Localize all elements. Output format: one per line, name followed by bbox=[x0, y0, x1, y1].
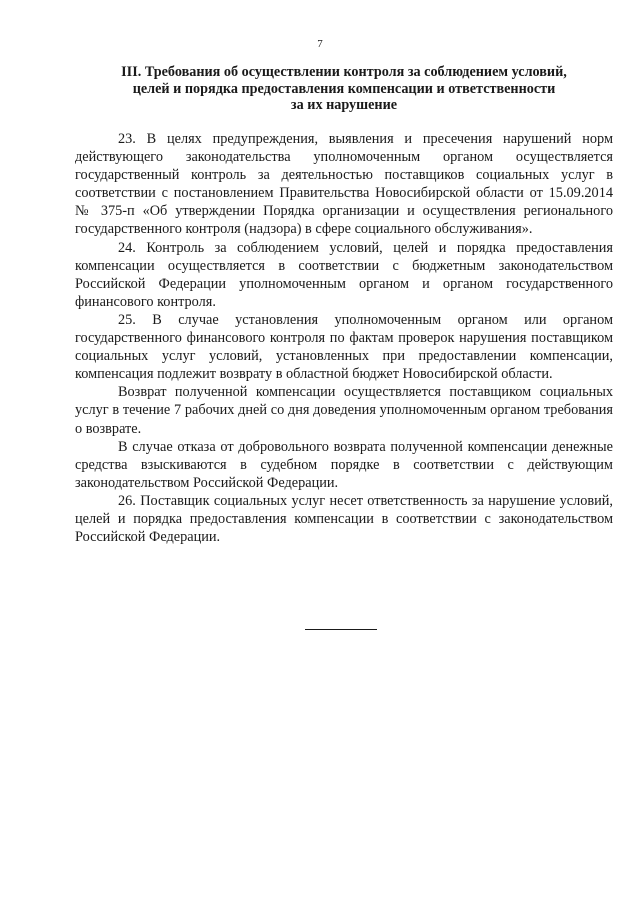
paragraph-refund-term: Возврат полученной компенсации осуществляется поставщиком социальных услуг в течение 7 рабочих дней со дня доведения уполномоченным органом требования о возврате. bbox=[75, 384, 613, 437]
paragraph-refund-refusal: В случае отказа от добровольного возврата полученной компенсации денежные средства взыскиваются в судебном порядке в соответствии с действующим законодательством Российской Федерации. bbox=[75, 438, 613, 491]
section-heading bbox=[75, 64, 613, 114]
paragraph-25: 25. В случае установления уполномоченным органом или органом государственного финансового контроля по фактам проверок нарушения поставщиком социальных услуг условий, установленных при предоставлении компенсации, компенсация подлежит возврату в областной бюджет Новосибирской области. bbox=[75, 311, 613, 383]
section-heading-line: целей и порядка предоставления компенсации и ответственности bbox=[132, 80, 556, 97]
section-heading-line: за их нарушение bbox=[290, 97, 398, 113]
end-divider bbox=[305, 629, 377, 630]
paragraph-26: 26. Поставщик социальных услуг несет ответственность за нарушение условий, целей и порядка предоставления компенсации в соответствии с законодательством Российской Федерации. bbox=[75, 492, 613, 546]
section-body bbox=[75, 130, 613, 546]
paragraph-24: 24. Контроль за соблюдением условий, целей и порядка предоставления компенсации осуществляется в соответствии с бюджетным законодательством Российской Федерации уполномоченным органом и органом государственного финансового контроля. bbox=[75, 239, 613, 310]
page-number: 7 bbox=[317, 38, 323, 50]
section-heading-line: III. Требования об осуществлении контроля за соблюдением условий, bbox=[121, 64, 567, 80]
paragraph-23: 23. В целях предупреждения, выявления и пресечения нарушений норм действующего законодательства уполномоченным органом осуществляется государственный контроль за деятельностью поставщиков социальных услуг в соответствии с постановлением Правительства Новосибирской области от 15.09.2014 № 375-п «Об утверждении Порядка организации и осуществления регионального государственного контроля (надзора) в сфере социального обслуживания». bbox=[75, 131, 613, 238]
